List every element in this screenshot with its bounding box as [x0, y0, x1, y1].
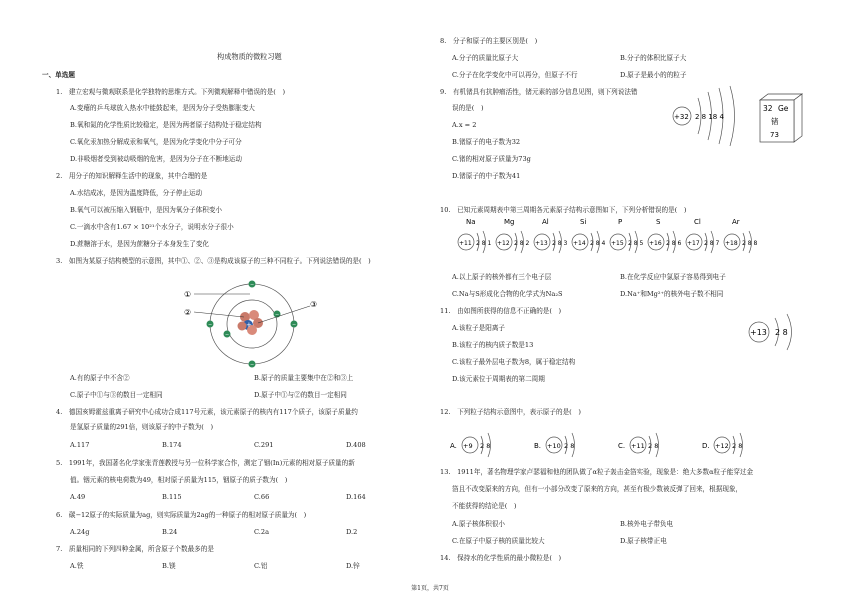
ge-shell-electrons: 2 8 18 4: [695, 113, 724, 121]
q1-option-a[interactable]: A.变瘪的乒乓球放入热水中能鼓起来，是因为分子受热膨胀变大: [70, 104, 255, 112]
q11-option-c[interactable]: C.该粒子最外层电子数为8，属于稳定结构: [452, 358, 576, 366]
q5-option-c[interactable]: C.66: [254, 493, 270, 501]
q6-option-a[interactable]: A.24g: [70, 528, 90, 536]
question-14: 14. 保持水的化学性质的最小微粒是( ): [440, 554, 562, 562]
q10-option-a[interactable]: A.以上原子的核外都有三个电子层: [452, 273, 552, 281]
svg-text:−: −: [275, 312, 280, 318]
page-footer: 第1页，共7页: [411, 585, 449, 592]
atom-diagram-cl: [686, 218, 719, 253]
q6-option-b[interactable]: B.24: [162, 528, 178, 536]
nucleus-charge: +9: [463, 442, 473, 450]
q8-option-a[interactable]: A.分子的质量比原子大: [452, 54, 519, 62]
card-atomic-number: 32: [763, 104, 773, 113]
q3-option-d[interactable]: D.原子中①与②的数目一定相同: [254, 391, 347, 399]
nucleus-charge: +13: [535, 240, 548, 247]
question-7: 7. 质量相同的下列四种金属，所含原子个数最多的是: [56, 545, 214, 553]
question-3: 3. 如图为某原子结构模型的示意图，其中①、②、③是构成该原子的三种不同粒子。下列说法错误的是( ): [56, 257, 371, 265]
q13-option-d[interactable]: D.原子核带正电: [620, 537, 667, 545]
label-particle-2: ②: [184, 308, 192, 317]
question-13-line-2: 箔且不改变原来的方向，但有一小部分改变了原来的方向，甚至有极少数被反弹了回来，根据现象，: [452, 485, 743, 493]
ge-nucleus-charge: +32: [674, 113, 689, 121]
question-13-line-3: 不能获得的结论是( ): [452, 502, 517, 510]
shell-electrons: 2 8: [732, 442, 743, 450]
atom-diagram-si: [572, 218, 605, 253]
nucleus-charge: +10: [547, 442, 561, 450]
element-symbol: S: [656, 218, 661, 226]
q4-option-c[interactable]: C.291: [254, 441, 274, 449]
shell-electrons: 2 8: [648, 442, 659, 450]
question-4-line-2: 是氢原子质量的291倍，则该原子的中子数为( ): [70, 423, 214, 431]
element-symbol: Al: [542, 218, 549, 226]
q5-option-d[interactable]: D.164: [346, 493, 366, 501]
atom-diagram-ar: [724, 218, 757, 253]
shell-electrons: 2 8 1: [476, 240, 492, 247]
svg-text:−: −: [208, 322, 213, 328]
question-10: 10. 已知元素周期表中第三周期各元素原子结构示意图如下，下列分析错误的是( ): [440, 206, 687, 214]
nucleus-charge: +11: [459, 240, 472, 247]
shell-electrons: 2 8 5: [628, 240, 644, 247]
q3-option-c[interactable]: C.原子中①与③的数目一定相同: [70, 391, 163, 399]
section-heading: 一、单选题: [42, 71, 75, 79]
atom-diagram-p: [610, 218, 643, 253]
germanium-element-card: [756, 92, 804, 144]
q4-option-d[interactable]: D.408: [346, 441, 366, 449]
element-symbol: Ar: [732, 218, 740, 226]
q5-option-a[interactable]: A.49: [70, 493, 86, 501]
question-11: 11. 由如图所获得的信息不正确的是( ): [440, 307, 562, 315]
q13-option-a[interactable]: A.原子核体积很小: [452, 520, 506, 528]
q12-option-a[interactable]: [450, 433, 491, 457]
q1-option-b[interactable]: B.氧和氮的化学性质比较稳定，是因为两者原子结构处于稳定结构: [70, 121, 262, 129]
q12-option-b[interactable]: [534, 433, 575, 457]
q2-option-a[interactable]: A.水结成冰，是因为温度降低，分子停止运动: [70, 189, 203, 197]
element-symbol: Si: [580, 218, 587, 226]
left-column: [42, 0, 442, 608]
nucleus-charge: +16: [649, 240, 662, 247]
question-4-line-1: 4. 德国亥姆霍兹重离子研究中心成功合成117号元素，该元素原子的核内有117个质子，该原子质量约: [56, 408, 358, 416]
question-9-line-2: 误的是( ): [452, 104, 484, 112]
nucleus-charge: +17: [687, 240, 700, 247]
shell-electrons: 2 8 3: [552, 240, 568, 247]
atom-diagram-na: [458, 218, 491, 253]
germanium-atom-diagram: [668, 84, 748, 148]
q4-option-a[interactable]: A.117: [70, 441, 90, 449]
option-letter: A.: [450, 442, 457, 450]
page-title: 构成物质的微粒习题: [217, 52, 282, 61]
q3-option-a[interactable]: A.有的原子中不含②: [70, 374, 130, 382]
q11-option-a[interactable]: A.该粒子是阳离子: [452, 324, 506, 332]
shell-electrons: 2 8: [480, 442, 491, 450]
q7-option-b[interactable]: B.镁: [162, 562, 176, 570]
q11-option-b[interactable]: B.该粒子的核内质子数是13: [452, 341, 534, 349]
q9-option-a[interactable]: A.x = 2: [452, 121, 477, 129]
q10-option-b[interactable]: B.在化学反应中氯原子容易得到电子: [620, 273, 726, 281]
svg-text:−: −: [225, 332, 230, 338]
q3-option-b[interactable]: B.原子的质量主要集中在②和③上: [254, 374, 354, 382]
card-symbol: Ge: [778, 104, 789, 113]
q13-option-c[interactable]: C.在原子中原子核的质量比较大: [452, 537, 545, 545]
question-13-line-1: 13. 1911年，著名物理学家卢瑟福和他的团队做了α粒子轰击金箔实验，现象是：绝大多数α粒子能穿过金: [440, 468, 754, 476]
q1-option-d[interactable]: D.非吸烟者受到被动吸烟的危害，是因为分子在不断地运动: [70, 155, 242, 163]
nucleus-charge: +12: [497, 240, 510, 247]
nucleus-charge: +18: [725, 240, 738, 247]
q9-option-b[interactable]: B.锗原子的电子数为32: [452, 138, 521, 146]
option-letter: B.: [534, 442, 542, 450]
question-9-line-1: 9. 有机锗具有抗肿瘤活性，锗元素的部分信息见图，则下列说法错: [440, 88, 638, 96]
q12-options-diagrams[interactable]: [450, 428, 750, 462]
element-symbol: Cl: [694, 218, 701, 226]
q2-option-c[interactable]: C.一滴水中含有1.67 × 10²¹个水分子，说明水分子很小: [70, 223, 234, 231]
card-atomic-mass: 73: [770, 131, 779, 139]
shell-electrons: 2 8 8: [742, 240, 758, 247]
card-element-name: 锗: [771, 117, 779, 126]
shell-electrons: 2 8 2: [514, 240, 530, 247]
q7-option-c[interactable]: C.铝: [254, 562, 268, 570]
right-column: [440, 0, 840, 608]
atom-diagram-mg: [496, 218, 529, 253]
svg-text:+: +: [246, 321, 252, 329]
nucleus-charge: +11: [631, 442, 645, 450]
label-particle-3: ③: [310, 300, 318, 309]
question-5-line-1: 5. 1991年，我国著名化学家张青莲教授与另一位科学家合作，测定了铟(In)元素的相对原子质量的新: [56, 459, 355, 467]
q10-option-d[interactable]: D.Na⁺和Mg²⁺的核外电子数不相同: [620, 290, 724, 298]
svg-text:−: −: [250, 362, 255, 368]
shell-electrons: 2 8 4: [590, 240, 606, 247]
svg-text:−: −: [292, 322, 297, 328]
shell-electrons: 2 8 6: [666, 240, 682, 247]
q5-option-b[interactable]: B.115: [162, 493, 182, 501]
option-letter: C.: [618, 442, 626, 450]
aluminum-ion-diagram: [745, 312, 815, 352]
atom-diagram-al: [534, 218, 567, 253]
shell-electrons: 2 8: [564, 442, 575, 450]
q11-option-d[interactable]: D.该元素位于周期表的第二周期: [452, 375, 545, 383]
q2-option-b[interactable]: B.氧气可以被压缩入钢瓶中，是因为氧分子体积变小: [70, 206, 223, 214]
nucleus-charge: +14: [573, 240, 586, 247]
shell-electrons: 2 8 7: [704, 240, 720, 247]
question-8: 8. 分子和原子的主要区别是( ): [440, 37, 538, 45]
q8-option-b[interactable]: B.分子的体积比原子大: [620, 54, 687, 62]
atom-model-diagram: [182, 272, 322, 368]
q12-option-d[interactable]: [702, 433, 743, 457]
q11-nucleus-charge: +13: [750, 328, 767, 337]
q11-shell-electrons: 2 8: [775, 328, 788, 337]
question-1: 1. 建立宏观与微观联系是化学独特的思维方式。下列微观解释中错误的是( ): [56, 88, 286, 96]
q13-option-b[interactable]: B.核外电子带负电: [620, 520, 674, 528]
nucleus-charge: +15: [611, 240, 624, 247]
element-symbol: Mg: [504, 218, 515, 226]
q2-option-d[interactable]: D.蔗糖溶于水，是因为蔗糖分子本身发生了变化: [70, 240, 210, 248]
question-12: 12. 下列粒子结构示意图中，表示原子的是( ): [440, 408, 581, 416]
option-letter: D.: [702, 442, 710, 450]
q7-option-d[interactable]: D.锌: [346, 562, 360, 570]
question-2: 2. 用分子的知识解释生活中的现象，其中合理的是: [56, 172, 208, 180]
question-6: 6. 碳−12原子的实际质量为ag，则实际质量为2ag的一种原子的相对原子质量为( ): [56, 511, 307, 519]
label-particle-1: ①: [184, 290, 192, 299]
q8-option-d[interactable]: D.原子是最小的的粒子: [620, 71, 687, 79]
q12-option-c[interactable]: [618, 433, 659, 457]
svg-text:−: −: [250, 282, 255, 288]
nucleus-charge: +12: [715, 442, 729, 450]
atom-diagram-s: [648, 218, 681, 253]
element-symbol: Na: [466, 218, 476, 226]
q9-option-c[interactable]: C.锗的相对原子质量为73g: [452, 155, 531, 163]
q7-option-a[interactable]: A.铁: [70, 562, 84, 570]
q10-option-c[interactable]: C.Na与S形成化合物的化学式为Na₂S: [452, 290, 563, 298]
q1-option-c[interactable]: C.氧化汞加热分解成汞和氧气，是因为化学变化中分子可分: [70, 138, 242, 146]
q6-option-c[interactable]: C.2a: [254, 528, 270, 536]
q4-option-b[interactable]: B.174: [162, 441, 182, 449]
q6-option-d[interactable]: D.2: [346, 528, 358, 536]
question-5-line-2: 值。铟元素的核电荷数为49，相对原子质量为115，铟原子的质子数为( ): [70, 476, 288, 484]
q8-option-c[interactable]: C.分子在化学变化中可以再分，但原子不行: [452, 71, 578, 79]
element-symbol: P: [618, 218, 623, 226]
q9-option-d[interactable]: D.锗原子的中子数为41: [452, 172, 521, 180]
period-three-diagrams: [454, 216, 764, 254]
